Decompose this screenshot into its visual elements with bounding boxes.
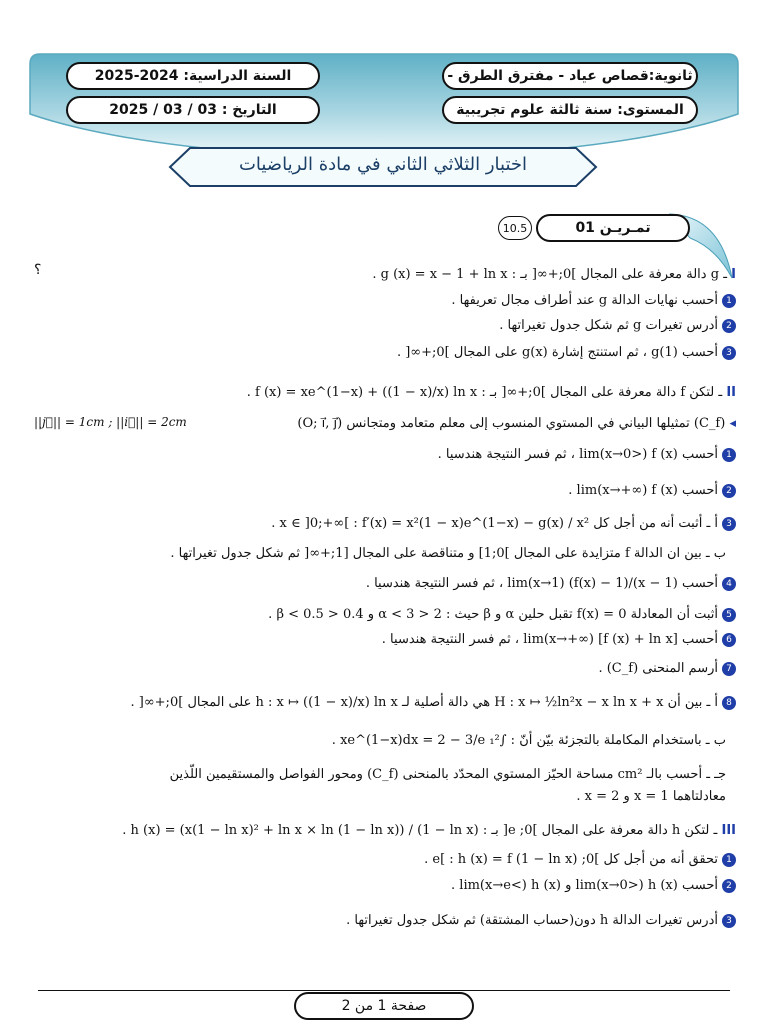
part1-q3-line [16,344,736,362]
school-year: السنة الدراسية: 2024-2025 [66,62,320,90]
number-1-icon: 1 [722,448,736,462]
part2-curve: (C_f) تمثيلها البياني في المستوي المنسوب إلى معلم متعامد ومتجانس (O; i⃗, j⃗) [297,416,726,431]
number-2-icon: 2 [722,484,736,498]
part1-q1-line [16,292,736,310]
exam-title: اختبار الثلاثي الثاني في مادة الرياضيات [238,154,528,175]
footer-rule [38,990,730,991]
number-3-icon: 3 [722,346,736,360]
side-mark: ؟ [34,262,42,278]
part1-q3: أحسب g(1) ، ثم استنتج إشارة g(x) على المجال ]0;+∞[ . [396,345,718,360]
part2-q8c2: معادلتاهما x = 1 و x = 2 . [576,789,726,804]
number-5-icon: 5 [722,608,736,622]
part2-q3a-line [16,515,736,533]
part2-q4-line [16,575,736,593]
number-1-icon: 1 [722,294,736,308]
page-number: صفحة 1 من 2 [294,992,474,1020]
part2-q7-line [16,660,736,678]
part2-units: ||j⃗|| = 1cm ; ||i⃗|| = 2cm [34,415,187,429]
part2-q2-line [16,482,736,500]
part2-q6-line [16,631,736,649]
triangle-bullet-icon: ◂ [729,416,736,431]
part3-q3-line [16,912,736,930]
part2-q3b: ب ـ بين ان الدالة f متزايدة على المجال ]0;1] و متناقصة على المجال [1;+∞[ ثم شكل جدول تغيراتها . [170,546,726,561]
part2-q3a: أ ـ أثبت أنه من أجل كل x ∈ ]0;+∞[ : f′(x) = x²(1 − x)e^(1−x) − g(x) / x² . [271,516,718,531]
part2-q8c1: جـ ـ أحسب بالـ cm² مساحة الحيّز المستوي المحدّد بالمنحنى (C_f) ومحور الفواصل والمستقيمين اللّذين [169,767,726,782]
part1-intro: ـ g دالة معرفة على المجال ]0;+∞[ بـ : g (x) = x − 1 + ln x . [372,267,728,282]
part2-q8a-line [16,694,736,712]
part3-q3: أدرس تغيرات الدالة h دون(حساب المشتقة) ثم شكل جدول تغيراتها . [346,913,718,928]
part2-q1: أحسب lim(x→0>) f (x) ، ثم فسر النتيجة هندسيا . [437,447,718,462]
number-4-icon: 4 [722,577,736,591]
part2-q2: أحسب lim(x→+∞) f (x) . [568,483,718,498]
part2-q3b-line [16,545,726,563]
part2-q8a: أ ـ بين أن H : x ↦ ½ln²x − x ln x + x هي دالة أصلية لـ h : x ↦ ((1 − x)/x) ln x على المجال ]0;+∞[ . [130,695,718,710]
part3-roman: III [721,823,736,838]
part2-intro: ـ لتكن f دالة معرفة على المجال ]0;+∞[ بـ : f (x) = xe^(1−x) + ((1 − x)/x) ln x . [246,385,723,400]
number-6-icon: 6 [722,633,736,647]
part1-intro-line [16,266,736,284]
part3-q1: تحقق أنه من أجل كل ]0; e[ : h (x) = f (1 − ln x) . [424,852,718,867]
exam-date: التاريخ : 03 / 03 / 2025 [66,96,320,124]
part2-q8b-line [16,732,726,750]
part2-q8c1-line [16,766,726,784]
part3-intro: ـ لتكن h دالة معرفة على المجال ]0; e[ بـ : h (x) = (x(1 − ln x)² + ln x × ln (1 − ln x)) / (1 − ln x) . [122,823,718,838]
part3-intro-line [16,822,736,840]
part2-q7: أرسم المنحنى (C_f) . [598,661,718,676]
part2-q5-line [16,606,736,624]
number-2-icon: 2 [722,319,736,333]
part2-q4: أحسب lim(x→1) (f(x) − 1)/(x − 1) ، ثم فسر النتيجة هندسيا . [365,576,718,591]
class-level: المستوى: سنة ثالثة علوم تجريبية [442,96,698,124]
part3-q2: أحسب lim(x→0>) h (x) و lim(x→e<) h (x) . [451,878,718,893]
part2-q1-line [16,446,736,464]
number-7-icon: 7 [722,662,736,676]
part2-q8b: ب ـ باستخدام المكاملة بالتجزئة بيّن أنّ : ∫₁² xe^(1−x)dx = 2 − 3/e . [331,733,726,748]
number-3-icon: 3 [722,517,736,531]
part2-q6: أحسب lim(x→+∞) [f (x) + ln x] ، ثم فسر النتيجة هندسيا . [381,632,718,647]
part2-intro-line [16,384,736,402]
number-8-icon: 8 [722,696,736,710]
part1-q2: أدرس تغيرات g ثم شكل جدول تغيراتها . [499,318,718,333]
number-3-icon: 3 [722,914,736,928]
school-name: ثانوية:قصاص عياد - مفترق الطرق - [442,62,698,90]
exercise-score: 10.5 [498,216,532,240]
number-2-icon: 2 [722,879,736,893]
part2-roman: II [726,385,736,400]
part1-q1: أحسب نهايات الدالة g عند أطراف مجال تعريفها . [451,293,718,308]
part3-q2-line [16,877,736,895]
part2-q5: أثبت أن المعادلة f(x) = 0 تقبل حلين α و β حيث : 2 < α < 3 و 0.4 < β < 0.5 . [268,607,718,622]
exam-title-box [168,146,598,188]
part3-q1-line [16,851,736,869]
part2-q8c2-line [16,788,726,806]
number-1-icon: 1 [722,853,736,867]
part1-roman: I [731,267,736,282]
exercise-label: تمـريـن 01 [536,214,690,242]
part1-q2-line [16,317,736,335]
